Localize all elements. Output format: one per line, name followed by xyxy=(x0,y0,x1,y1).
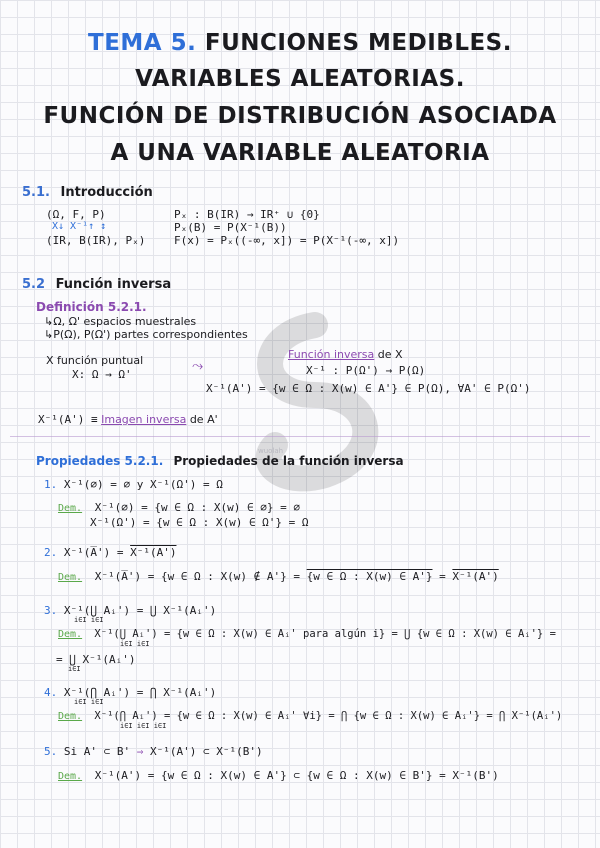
px-definition: Pₓ : B(IR) → IR⁺ ∪ {0} xyxy=(174,208,320,221)
property-statement-right: X⁻¹(A') ⊂ X⁻¹(B') xyxy=(149,745,263,758)
inverse-function-heading xyxy=(288,348,403,361)
property-2-dem xyxy=(58,570,499,583)
x-mapping: X: Ω → Ω' xyxy=(72,368,132,381)
dem-label: Dem. xyxy=(58,572,83,583)
property-1-dem-line-2: X⁻¹(Ω') = {w ∈ Ω : X(w) ∈ Ω'} = Ω xyxy=(90,516,309,529)
title-line-1-text: FUNCIONES MEDIBLES. xyxy=(204,30,512,56)
property-3-dem xyxy=(58,628,556,640)
section-number: 5.1. xyxy=(22,185,50,200)
property-statement: X⁻¹(⋂ Aᵢ') = ⋂ X⁻¹(Aᵢ') xyxy=(63,686,217,699)
mapping-arrows: X↓ X⁻¹↑ ↕ xyxy=(52,221,107,232)
property-3 xyxy=(44,604,216,617)
definition-line-2: ↳P(Ω), P(Ω') partes correspondientes xyxy=(44,328,248,341)
title-line-1 xyxy=(0,30,600,56)
property-statement: X⁻¹(∅) = ∅ y X⁻¹(Ω') = Ω xyxy=(63,478,223,491)
property-statement: X⁻¹(⋃ Aᵢ') = ⋃ X⁻¹(Aᵢ') xyxy=(63,604,217,617)
property-4 xyxy=(44,686,216,699)
title-line-2: VARIABLES ALEATORIAS. xyxy=(135,66,465,92)
property-1 xyxy=(44,478,223,491)
properties-heading xyxy=(36,454,404,468)
implies-arrow-icon: ⇒ xyxy=(136,745,144,758)
property-1-dem-line-1 xyxy=(58,501,300,514)
dem-label: Dem. xyxy=(58,771,83,782)
dem-text: X⁻¹(⋃ Aᵢ') = {w ∈ Ω : X(w) ∈ Aᵢ' para algún i} = ⋃ {w ∈ Ω : X(w) ∈ Aᵢ'} = xyxy=(94,628,556,640)
property-number: 5. xyxy=(44,745,58,758)
property-4-dem-subscript: i∈I i∈I i∈I xyxy=(120,722,167,730)
property-3-dem-subscript: i∈I i∈I xyxy=(120,640,150,648)
squiggle-arrow-icon: ⤳ xyxy=(192,358,204,374)
dem-middle: {w ∈ Ω : X(w) ∈ A'} xyxy=(306,570,433,583)
property-number: 4. xyxy=(44,686,58,699)
dem-left: X⁻¹(A̅') = {w ∈ Ω : X(w) ∉ A'} = xyxy=(94,570,301,583)
property-statement-left: Si A' ⊂ B' xyxy=(63,745,131,758)
dem-label: Dem. xyxy=(58,711,83,722)
inverse-image-of: de A' xyxy=(189,413,218,426)
inverse-function-label: Función inversa xyxy=(288,348,375,361)
property-5-dem xyxy=(58,769,499,782)
section-5-1-heading xyxy=(22,185,153,200)
triple-top: (Ω, F, P) xyxy=(46,208,106,221)
dem-text: X⁻¹(A') = {w ∈ Ω : X(w) ∈ A'} ⊂ {w ∈ Ω : X(w) ∈ B'} = X⁻¹(B') xyxy=(94,769,499,782)
definition-label: Definición 5.2.1. xyxy=(36,300,147,314)
section-divider xyxy=(10,436,590,437)
properties-title: Propiedades de la función inversa xyxy=(173,454,404,468)
triple-bottom: (IR, B(IR), Pₓ) xyxy=(46,234,146,247)
property-statement-left: X⁻¹(A̅') = xyxy=(63,546,124,559)
property-4-subscript: i∈I i∈I xyxy=(74,698,104,706)
x-function-label: X función puntual xyxy=(46,354,144,367)
inverse-definition: X⁻¹(A') = {w ∈ Ω : X(w) ∈ A'} ∈ P(Ω), ∀A' ∈ P(Ω') xyxy=(206,382,531,395)
dem-equals: = xyxy=(439,570,446,583)
property-number: 1. xyxy=(44,478,58,491)
property-number: 3. xyxy=(44,604,58,617)
property-3-subscript: i∈I i∈I xyxy=(74,616,104,624)
properties-label: Propiedades 5.2.1. xyxy=(36,454,164,468)
section-title: Introducción xyxy=(60,185,153,200)
property-3-continuation: = ⋃ X⁻¹(Aᵢ') xyxy=(56,653,136,666)
title-line-4: A UNA VARIABLE ALEATORIA xyxy=(110,140,490,166)
title-line-3: FUNCIÓN DE DISTRIBUCIÓN ASOCIADA xyxy=(43,103,557,129)
section-number: 5.2 xyxy=(22,277,46,292)
watermark-text: wuolah xyxy=(258,447,284,455)
distribution-function: F(x) = Pₓ((-∞, x]) = P(X⁻¹(-∞, x]) xyxy=(174,234,400,247)
definition-line-1: ↳Ω, Ω' espacios muestrales xyxy=(44,315,197,328)
property-number: 2. xyxy=(44,546,58,559)
dem-text: X⁻¹(⋂ Aᵢ') = {w ∈ Ω : X(w) ∈ Aᵢ' ∀i} = ⋂ {w ∈ Ω : X(w) ∈ Aᵢ'} = ⋂ X⁻¹(Aᵢ') xyxy=(94,710,563,722)
inverse-function-of: de X xyxy=(377,348,403,361)
dem-right: X⁻¹(A') xyxy=(452,570,499,583)
property-4-dem xyxy=(58,710,562,722)
section-5-2-heading xyxy=(22,277,171,292)
inverse-image-symbol: X⁻¹(A') ≡ xyxy=(38,413,98,426)
px-of-b: Pₓ(B) = P(X⁻¹(B)) xyxy=(174,221,287,234)
property-statement-right: X⁻¹(A') xyxy=(130,546,177,559)
property-3-continuation-subscript: i∈I xyxy=(68,665,81,673)
inverse-image-label: Imagen inversa xyxy=(101,413,187,426)
dem-label: Dem. xyxy=(58,629,83,640)
inverse-mapping: X⁻¹ : P(Ω') → P(Ω) xyxy=(306,364,426,377)
dem-text: X⁻¹(∅) = {w ∈ Ω : X(w) ∈ ∅} = ∅ xyxy=(94,501,301,514)
property-2 xyxy=(44,546,176,559)
property-5 xyxy=(44,745,263,758)
inverse-image-line xyxy=(38,413,218,426)
title-prefix: TEMA 5. xyxy=(88,30,197,56)
dem-label: Dem. xyxy=(58,503,83,514)
section-title: Función inversa xyxy=(55,277,172,292)
